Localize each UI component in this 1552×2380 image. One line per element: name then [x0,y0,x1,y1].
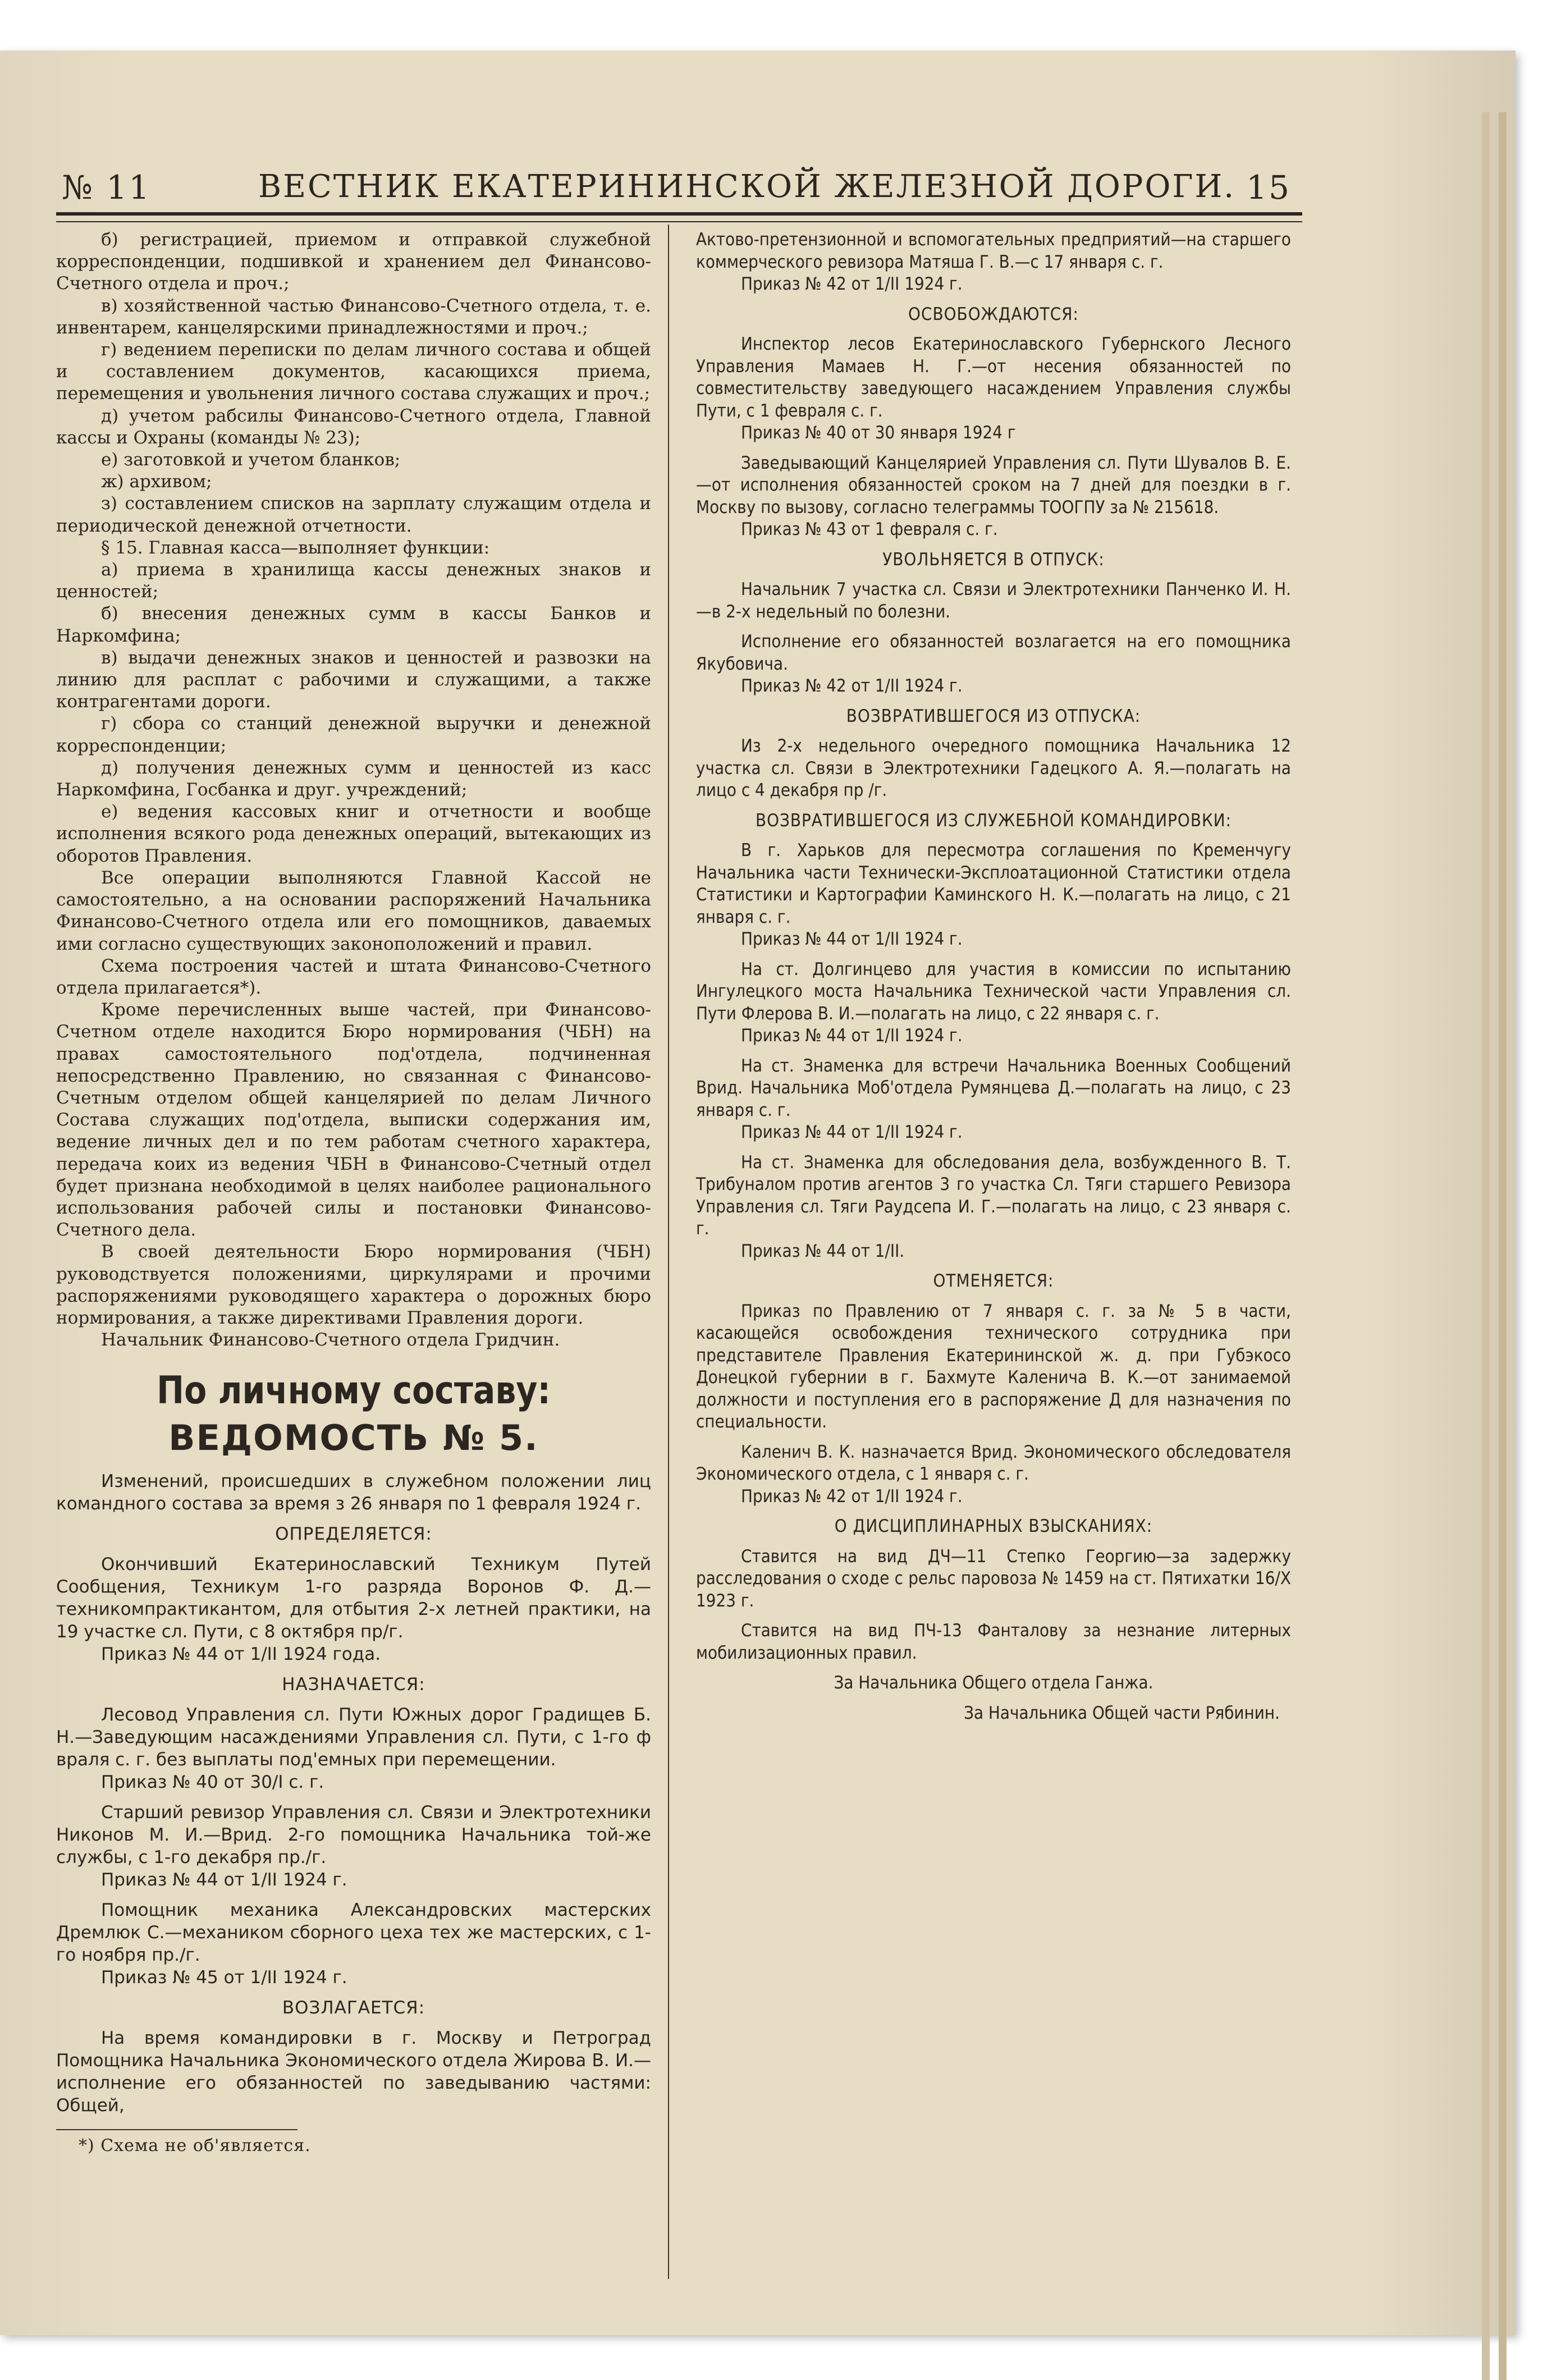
paragraph-operations: Все операции выполняются Главной Кассой не самостоятельно, а на основании распоряжений Начальника Финансово-Счетного отдела или его помощников, даваемых ими согласно существующих законоположений и правил. [56,867,651,954]
item-g: г) ведением переписки по делам личного состава и общей и составлением документов, касающихся приема, перемещения и увольнения личного состава служащих и проч.; [56,340,651,404]
order-entry: Из 2-х недельного очередного помощника Начальника 12 участка сл. Связи в Электротехники Гадецкого А. Я.—полагать на лицо с 4 декабря пр /г. [696,736,1291,800]
subheading-otmenyaetsya: ОТМЕНЯЕТСЯ: [933,1271,1054,1291]
signature: Начальник Финансово-Счетного отдела Гридчин. [101,1330,560,1351]
kassa-item-d: д) получения денежных сумм и ценностей из касс Наркомфина, Госбанка и друг. учреждений; [56,757,651,800]
subheading-opredelyaetsya: ОПРЕДЕЛЯЕТСЯ: [275,1524,432,1545]
page-header [56,168,1302,216]
paragraph-cbn-2: В своей деятельности Бюро нормирования (ЧБН) руководствуется положениями, циркулярами и прочими распоряжениями руководящего характера о дорожных бюро нормирования, а также директивами Правления дороги. [56,1242,651,1328]
page-number: 15 [1246,168,1291,207]
order-reference: Приказ № 44 от 1/II 1924 г. [741,1122,963,1142]
order-entry: В г. Харьков для пересмотра соглашения по Кременчугу Начальника части Технически-Эксплоатационной Статистики отдела Статистики и Картографии Каминского Н. К.—полагать на лицо, с 21 января с. г. [696,840,1291,927]
order-entry: Актово-претензионной и вспомогательных предприятий—на старшего коммерческого ревизора Матяша Г. В.—с 17 января с. г. [696,230,1291,272]
subheading-komandirovki: ВОЗВРАТИВШЕГОСЯ ИЗ СЛУЖЕБНОЙ КОМАНДИРОВКИ: [755,810,1232,831]
order-entry: На ст. Знаменка для обследования дела, возбужденного В. Т. Трибуналом против агентов 3 го участка Сл. Тяги старшего Ревизора Управления сл. Тяги Раудсепа И. Г.—полагать на лицо, с 23 января с. г. [696,1152,1291,1239]
order-entry: Приказ по Правлению от 7 января с. г. за № 5 в части, касающейся освобождения технического сотрудника при представителе Правления Екатерининской ж. д. при Губэкосо Донецкой губернии в г. Бахмуте Каленича В. К.—от занимаемой должности и поступления его в распоряжение Д для назначения по специальности. [696,1301,1291,1432]
order-entry: На время командировки в г. Москву и Петроград Помощника Начальника Экономического отдела Жирова В. И.—исполнение его обязанностей по заведыванию частями: Общей, [56,2028,651,2116]
item-e: е) заготовкой и учетом бланков; [101,450,401,470]
item-zh: ж) архивом; [101,472,212,492]
subheading-naznachaetsya: НАЗНАЧАЕТСЯ: [282,1674,425,1695]
order-entry: На ст. Долгинцево для участия в комиссии по испытанию Ингулецкого моста Начальника Технической части Управления сл. Пути Флерова В. И.—полагать на лицо, с 22 января с. г. [696,959,1291,1024]
section-heading: По личному составу: [157,1368,551,1413]
order-reference: Приказ № 40 от 30/I с. г. [101,1772,324,1793]
page-edge [1482,112,1490,2380]
order-entry: Исполнение его обязанностей возлагается на его помощника Якубовича. [696,631,1291,674]
order-entry: Ставится на вид ПЧ-13 Фанталову за незнание литерных мобилизационных правил. [696,1621,1291,1663]
statement-intro: Изменений, происшедших в служебном положении лиц командного состава за время з 26 января по 1 февраля 1924 г. [56,1471,651,1514]
item-d: д) учетом рабсилы Финансово-Счетного отдела, Главной кассы и Охраны (команды № 23); [56,405,651,448]
order-entry: Инспектор лесов Екатеринославского Губернского Лесного Управления Мамаев Н. Г.—от несения обязанностей по совместительству заведующего насаждением Управления службы Пути, с 1 февраля с. г. [696,334,1291,421]
paragraph-cbn: Кроме перечисленных выше частей, при Финансово-Счетном отделе находится Бюро нормирования (ЧБН) на правах самостоятельного под'отдела, подчиненная непосредственно Правлению, но связанная с Финансово-Счетным отделом общей канцелярией по делам Личного Состава служащих под'отдела, выписки содержания им, ведение личных дел и по тем работам счетного характера, передача коих из ведения ЧБН в Финансово-Счетный отдел будет признана необходимой в целях наиболее рационального использования рабочей силы и постановки Финансово-Счетного дела. [56,1000,651,1241]
subheading-otpusk: УВОЛЬНЯЕТСЯ В ОТПУСК: [882,549,1105,570]
kassa-item-b: б) внесения денежных сумм в кассы Банков и Наркомфина; [56,603,651,646]
order-reference: Приказ № 45 от 1/II 1924 г. [101,1967,347,1988]
section-15: § 15. Главная касса—выполняет функции: [101,537,490,558]
item-v: в) хозяйственной частью Финансово-Счетного отдела, т. е. инвентарем, канцелярскими принадлежностями и проч.; [56,295,651,338]
order-entry: Лесовод Управления сл. Пути Южных дорог Градищев Б. Н.—Заведующим насаждениями Управления сл. Пути, с 1-го ф враля с. г. без выплаты под'емных при перемещении. [56,1705,651,1770]
signature: За Начальника Общего отдела Ганжа. [834,1673,1153,1693]
order-reference: Приказ № 44 от 1/II 1924 г. [741,1026,963,1046]
order-reference: Приказ № 44 от 1/II 1924 г. [741,929,963,949]
left-column [56,229,651,2157]
kassa-item-e: е) ведения кассовых книг и отчетности и вообще исполнения всякого рода денежных операций, вытекающих из оборотов Правления. [56,802,651,866]
order-entry: На ст. Знаменка для встречи Начальника Военных Сообщений Врид. Начальника Моб'отдела Румянцева Д.—полагать на лицо, с 23 января с. г. [696,1055,1291,1120]
order-reference: Приказ № 40 от 30 января 1924 г [741,423,1016,443]
kassa-item-g: г) сбора со станций денежной выручки и денежной корреспонденции; [56,713,651,756]
subheading-vozlagaetsya: ВОЗЛАГАЕТСЯ: [282,1998,425,2019]
page-edge [1499,112,1507,2380]
order-entry: Начальник 7 участка сл. Связи и Электротехники Панченко И. Н.—в 2-х недельный по болезни. [696,579,1291,622]
signature: За Начальника Общей части Рябинин. [964,1702,1280,1723]
order-reference: Приказ № 44 от 1/II. [741,1241,905,1261]
order-reference: Приказ № 43 от 1 февраля с. г. [741,519,998,539]
subheading-osvobozhdayutsya: ОСВОБОЖДАЮТСЯ: [908,304,1079,324]
order-reference: Приказ № 44 от 1/II 1924 года. [101,1644,381,1665]
order-reference: Приказ № 42 от 1/II 1924 г. [741,676,963,696]
order-entry: Заведывающий Канцелярией Управления сл. Пути Шувалов В. Е.—от исполнения обязанностей сроком на 7 дней для поездки в г. Москву по вызову, согласно телеграммы ТООГПУ за № 215618. [696,452,1291,518]
subheading-disciplinary: О ДИСЦИПЛИНАРНЫХ ВЗЫСКАНИЯХ: [834,1516,1153,1536]
paragraph-schema: Схема построения частей и штата Финансово-Счетного отдела прилагается*). [56,955,651,998]
order-entry: Каленич В. К. назначается Врид. Экономического обследователя Экономического отдела, с 1 января с. г. [696,1441,1291,1484]
subheading-vozvrativshegosya: ВОЗВРАТИВШЕГОСЯ ИЗ ОТПУСКА: [846,706,1141,726]
order-entry: Окончивший Екатеринославский Техникум Путей Сообщения, Техникум 1-го разряда Воронов Ф. Д.—техникомпрактикантом, для отбытия 2-х летней практики, на 19 участке сл. Пути, с 8 октября пр/г. [56,1554,651,1642]
order-entry: Помощник механика Александровских мастерских Дремлюк С.—механиком сборного цеха тех же мастерских, с 1-го ноября пр./г. [56,1900,651,1966]
personnel-section [56,1470,651,2117]
order-reference: Приказ № 44 от 1/II 1924 г. [101,1870,347,1891]
column-divider [668,225,669,2279]
right-column [696,229,1291,1724]
item-b: б) регистрацией, приемом и отправкой служебной корреспонденции, подшивкой и хранением дел Финансово-Счетного отдела и проч.; [56,230,651,294]
statement-title: ВЕДОМОСТЬ № 5. [168,1417,539,1459]
footnote: *) Схема не об'является. [79,2136,311,2156]
issue-number: № 11 [62,168,152,207]
header-rule [56,212,1302,222]
order-reference: Приказ № 42 от 1/II 1924 г. [741,274,963,294]
order-entry: Ставится на вид ДЧ—11 Степко Георгию—за задержку расследования о сходе с рельс паровоза № 1459 на ст. Пятихатки 16/X 1923 г. [696,1546,1291,1611]
journal-title: ВЕСТНИК ЕКАТЕРИНИНСКОЙ ЖЕЛЕЗНОЙ ДОРОГИ. [258,168,1236,205]
kassa-item-a: а) приема в хранилища кассы денежных знаков и ценностей; [56,560,651,602]
item-z: з) составлением списков на зарплату служащим отдела и периодической денежной отчетности. [56,493,651,536]
order-entry: Старший ревизор Управления сл. Связи и Электротехники Никонов М. И.—Врид. 2-го помощника Начальника той-же службы, с 1-го декабря пр./г. [56,1802,651,1868]
order-reference: Приказ № 42 от 1/II 1924 г. [741,1486,963,1507]
kassa-item-v: в) выдачи денежных знаков и ценностей и развозки на линию для расплат с рабочими и служащими, а также контрагентами дороги. [56,647,651,712]
footnote-rule [56,2129,297,2130]
